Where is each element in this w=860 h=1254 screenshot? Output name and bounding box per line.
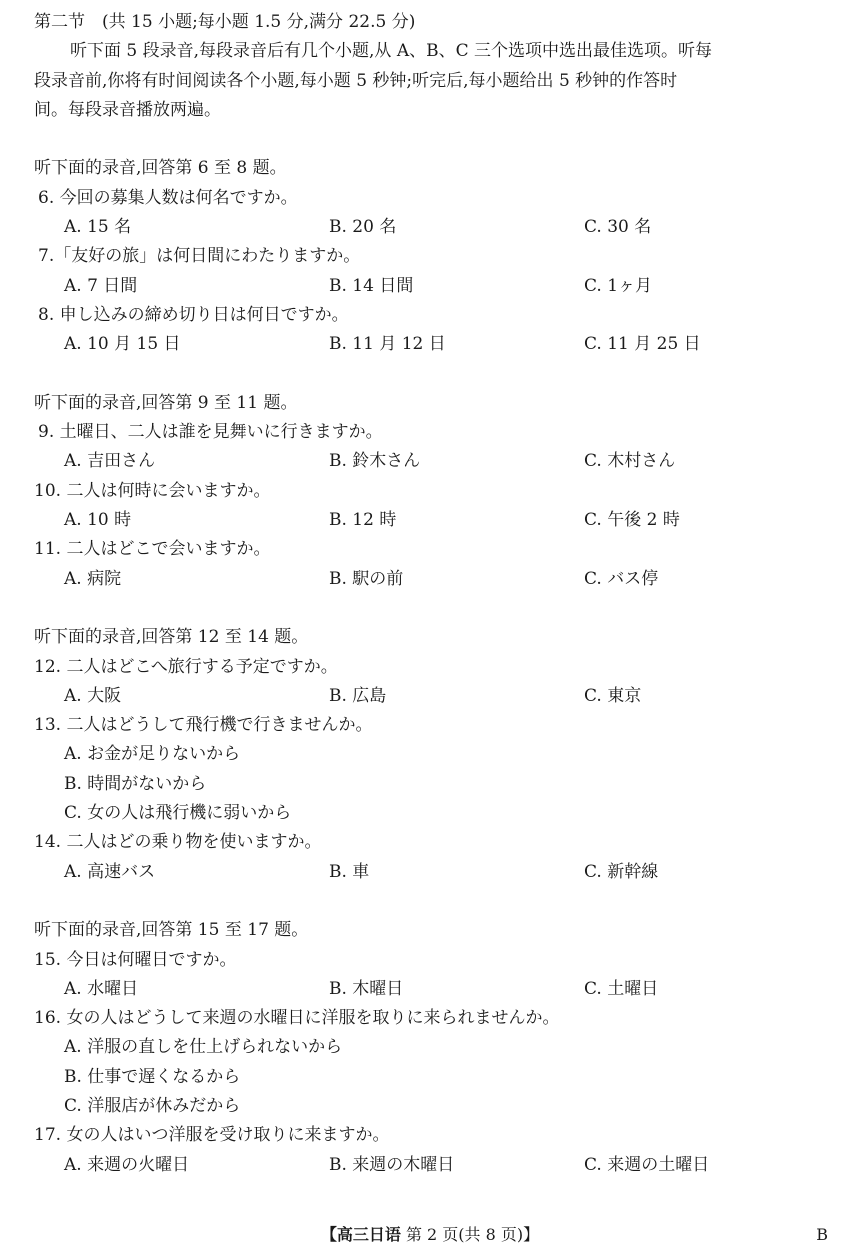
page-footer <box>0 1220 860 1249</box>
group-heading: 听下面的录音,回答第 9 至 11 题。 <box>34 392 298 413</box>
option-c: C. 土曜日 <box>584 978 659 999</box>
question-stem: 6. 今回の募集人数は何名ですか。 <box>38 187 298 208</box>
option-c: C. 東京 <box>584 685 642 706</box>
option-b: B. 20 名 <box>329 217 397 238</box>
option-a: A. 来週の火曜日 <box>64 1154 190 1175</box>
group-heading: 听下面的录音,回答第 6 至 8 题。 <box>34 158 287 179</box>
question-stem: 15. 今日は何曜日ですか。 <box>34 949 237 970</box>
options-row <box>34 213 830 242</box>
options-row <box>34 272 830 301</box>
version-letter: B <box>816 1225 828 1244</box>
option-a: A. 吉田さん <box>64 451 156 472</box>
option-c: C. 女の人は飛行機に弱いから <box>64 803 292 824</box>
option-c: C. 洋服店が休みだから <box>64 1095 241 1116</box>
question-stem: 11. 二人はどこで会いますか。 <box>34 539 271 560</box>
option-c: C. バス停 <box>584 568 659 589</box>
section-title: 第二节 (共 15 小题;每小题 1.5 分,满分 22.5 分) <box>34 12 416 32</box>
question-stem: 8. 申し込みの締め切り日は何日ですか。 <box>38 304 349 325</box>
options-row <box>34 682 830 711</box>
option-b: B. 車 <box>329 861 370 882</box>
options-row <box>34 447 830 476</box>
option-a: A. 7 日間 <box>64 275 138 296</box>
group-heading: 听下面的录音,回答第 15 至 17 题。 <box>34 920 309 941</box>
option-c: C. 11 月 25 日 <box>584 334 701 355</box>
question-stem: 7.「友好の旅」は何日間にわたりますか。 <box>38 246 361 267</box>
option-c: C. 30 名 <box>584 217 652 238</box>
option-b: B. 鈴木さん <box>329 451 421 472</box>
options-row <box>34 506 830 535</box>
instruction-line: 间。每段录音播放两遍。 <box>34 99 221 120</box>
option-b: B. 14 日間 <box>329 275 414 296</box>
instruction-line: 听下面 5 段录音,每段录音后有几个小题,从 A、B、C 三个选项中选出最佳选项。听每 <box>70 41 713 62</box>
question-stem: 9. 土曜日、二人は誰を見舞いに行きますか。 <box>38 422 383 443</box>
instruction-line: 段录音前,你将有时间阅读各个小题,每小题 5 秒钟;听完后,每小题给出 5 秒钟的作答时 <box>34 70 678 91</box>
option-b: B. 来週の木曜日 <box>329 1154 455 1175</box>
option-a: A. 10 月 15 日 <box>64 334 181 355</box>
option-a: A. 大阪 <box>64 685 122 706</box>
option-b: B. 11 月 12 日 <box>329 334 446 355</box>
footer-subject: 【高三日语 <box>320 1225 401 1244</box>
options-row <box>34 975 830 1004</box>
option-a: A. 高速バス <box>64 861 156 882</box>
options-row <box>34 858 830 887</box>
option-b: B. 仕事で遅くなるから <box>64 1066 241 1087</box>
options-row <box>34 330 830 359</box>
options-row <box>34 1151 830 1180</box>
option-c: C. 1ヶ月 <box>584 275 653 296</box>
option-c: C. 新幹線 <box>584 861 659 882</box>
question-stem: 12. 二人はどこへ旅行する予定ですか。 <box>34 656 338 677</box>
option-c: C. 木村さん <box>584 451 676 472</box>
group-heading: 听下面的录音,回答第 12 至 14 题。 <box>34 627 309 648</box>
option-a: A. 15 名 <box>64 217 132 238</box>
option-b: B. 駅の前 <box>329 568 404 589</box>
question-stem: 10. 二人は何時に会いますか。 <box>34 480 271 501</box>
option-a: A. お金が足りないから <box>64 744 241 765</box>
option-b: B. 広島 <box>329 685 387 706</box>
option-a: A. 水曜日 <box>64 978 139 999</box>
option-b: B. 12 時 <box>329 510 397 531</box>
options-row <box>34 565 830 594</box>
footer-page-number: 第 2 页(共 8 页)】 <box>405 1225 540 1244</box>
option-c: C. 来週の土曜日 <box>584 1154 710 1175</box>
option-b: B. 木曜日 <box>329 978 404 999</box>
question-stem: 13. 二人はどうして飛行機で行きませんか。 <box>34 715 373 736</box>
question-stem: 14. 二人はどの乗り物を使いますか。 <box>34 832 322 853</box>
option-a: A. 10 時 <box>64 510 132 531</box>
question-stem: 17. 女の人はいつ洋服を受け取りに来ますか。 <box>34 1125 390 1146</box>
option-c: C. 午後 2 時 <box>584 510 680 531</box>
option-b: B. 時間がないから <box>64 773 207 794</box>
option-a: A. 病院 <box>64 568 122 589</box>
question-stem: 16. 女の人はどうして来週の水曜日に洋服を取りに来られませんか。 <box>34 1008 560 1029</box>
option-a: A. 洋服の直しを仕上げられないから <box>64 1037 343 1058</box>
